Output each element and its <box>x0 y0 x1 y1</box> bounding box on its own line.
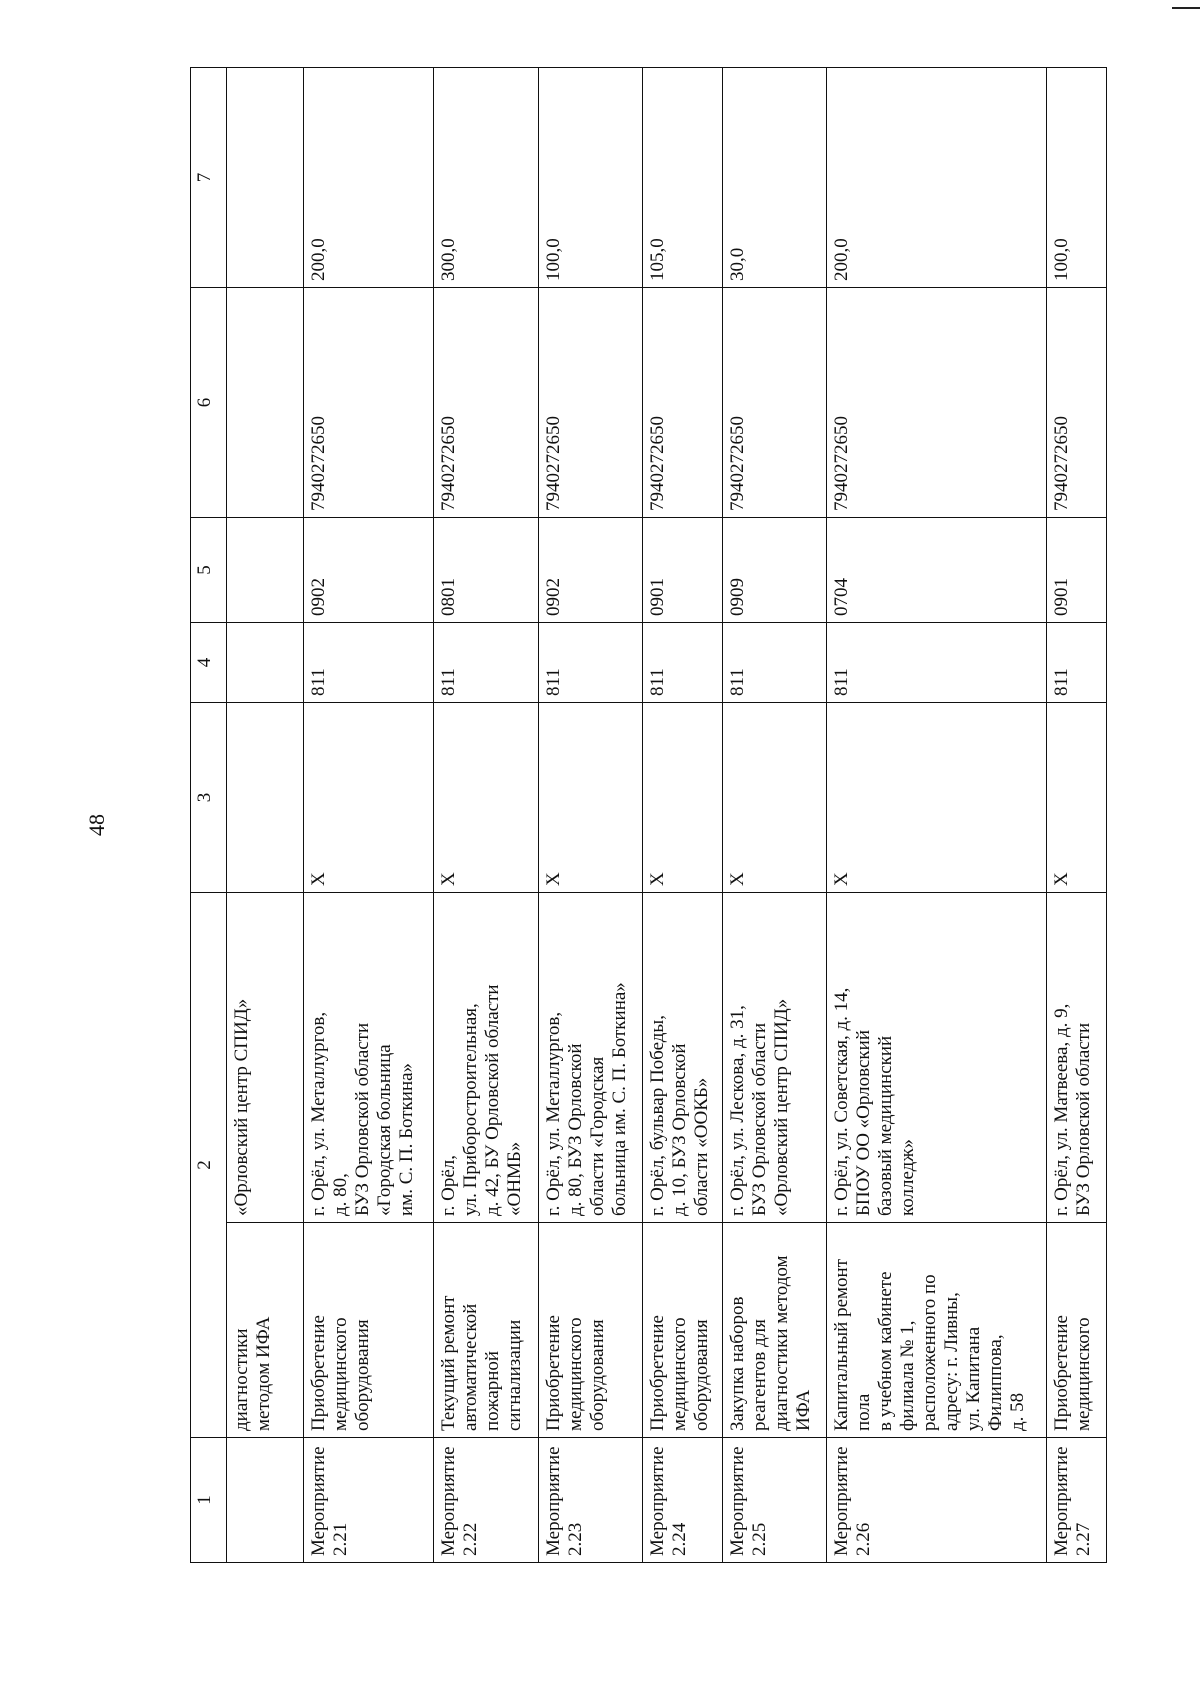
amount-cell <box>722 68 826 288</box>
table-row <box>538 68 642 1563</box>
description-text: Закупка наборов реагентов для диагностики методом ИФА <box>726 1255 814 1431</box>
event-cell <box>827 1438 1047 1563</box>
description-cell <box>722 1223 826 1438</box>
code-cell <box>722 288 826 518</box>
address-cell <box>434 893 538 1223</box>
address-text: г. Орёл, ул. Советская, д. 14, БПОУ ОО «Орловский базовый медицинский колледж» <box>831 987 919 1216</box>
amount-cell <box>303 68 434 288</box>
mark-cell <box>827 703 1047 893</box>
mark-cell <box>643 703 723 893</box>
address-text: г. Орёл, ул. Металлургов, д. 80, БУЗ Орловской области «Городская больница им. С. П. Боткина» <box>307 1011 417 1216</box>
amount-text: 100,0 <box>542 238 564 281</box>
event-text: Мероприятие 2.23 <box>542 1446 586 1556</box>
description-cell <box>227 1223 304 1438</box>
mark-text: X <box>542 872 564 886</box>
code-cell <box>303 518 434 623</box>
code-cell <box>303 288 434 518</box>
amount-text: 300,0 <box>438 238 460 281</box>
code6-text: 7940272650 <box>1051 416 1073 511</box>
address-cell <box>643 893 723 1223</box>
table-row <box>227 68 304 1563</box>
address-cell <box>227 893 304 1223</box>
code6-text: 7940272650 <box>647 416 669 511</box>
description-cell <box>303 1223 434 1438</box>
event-text: Мероприятие 2.21 <box>307 1446 351 1556</box>
address-text: г. Орёл, ул. Металлургов, д. 80, БУЗ Орловской области «Городская больница им. С. П. Боткина» <box>542 982 630 1216</box>
event-cell <box>434 1438 538 1563</box>
column-header-3: 3 <box>191 703 227 893</box>
column-header-7: 7 <box>191 68 227 288</box>
table-row <box>303 68 434 1563</box>
table-row <box>722 68 826 1563</box>
amount-text: 100,0 <box>1051 238 1073 281</box>
amount-text: 105,0 <box>647 238 669 281</box>
amount-text: 200,0 <box>831 238 853 281</box>
code-cell <box>538 288 642 518</box>
description-text: Текущий ремонт автоматической пожарной сигнализации <box>438 1295 526 1431</box>
column-header-6: 6 <box>191 288 227 518</box>
code-cell <box>434 288 538 518</box>
header-row <box>191 68 227 1563</box>
code-cell <box>434 623 538 703</box>
address-text: г. Орёл, ул. Лескова, д. 31, БУЗ Орловской области «Орловский центр СПИД» <box>726 998 792 1216</box>
description-cell <box>434 1223 538 1438</box>
code4-text: 811 <box>542 668 564 696</box>
mark-cell <box>303 703 434 893</box>
code-cell <box>722 623 826 703</box>
description-cell <box>1047 1223 1107 1438</box>
description-text: диагностики методом ИФА <box>231 1316 274 1431</box>
code5-text: 0902 <box>307 578 329 616</box>
mark-text: X <box>647 872 669 886</box>
description-text: Приобретение медицинского <box>1051 1315 1095 1431</box>
code-cell <box>227 518 304 623</box>
address-cell <box>827 893 1047 1223</box>
address-cell <box>722 893 826 1223</box>
address-text: «Орловский центр СПИД» <box>231 998 252 1216</box>
code-cell <box>1047 288 1107 518</box>
code-cell <box>538 623 642 703</box>
code4-text: 811 <box>307 668 329 696</box>
code6-text: 7940272650 <box>831 416 853 511</box>
code4-text: 811 <box>831 668 853 696</box>
code-cell <box>227 623 304 703</box>
table-row <box>827 68 1047 1563</box>
description-text: Приобретение медицинского оборудования <box>647 1315 713 1431</box>
event-cell <box>227 1438 304 1563</box>
event-cell <box>1047 1438 1107 1563</box>
code-cell <box>643 623 723 703</box>
address-text: г. Орёл, ул. Приборостроительная, д. 42, БУ Орловской области «ОНМБ» <box>438 984 526 1216</box>
code5-text: 0902 <box>542 578 564 616</box>
code5-text: 0801 <box>438 578 460 616</box>
amount-text: 30,0 <box>726 247 748 281</box>
column-header-1: 1 <box>191 1438 227 1563</box>
code-cell <box>643 518 723 623</box>
mark-cell <box>1047 703 1107 893</box>
amount-cell <box>227 68 304 288</box>
event-cell <box>643 1438 723 1563</box>
address-cell <box>303 893 434 1223</box>
mark-cell <box>722 703 826 893</box>
address-cell <box>538 893 642 1223</box>
description-cell <box>827 1223 1047 1438</box>
column-header-4: 4 <box>191 623 227 703</box>
code-cell <box>434 518 538 623</box>
code-cell <box>827 623 1047 703</box>
mark-text: X <box>307 872 329 886</box>
code4-text: 811 <box>1051 668 1073 696</box>
amount-cell <box>643 68 723 288</box>
code6-text: 7940272650 <box>438 416 460 511</box>
event-text: Мероприятие 2.26 <box>831 1446 875 1556</box>
code5-text: 0704 <box>831 578 853 616</box>
code-cell <box>227 288 304 518</box>
mark-cell <box>227 703 304 893</box>
code6-text: 7940272650 <box>542 416 564 511</box>
column-header-2: 2 <box>191 893 227 1438</box>
code-cell <box>827 288 1047 518</box>
code4-text: 811 <box>726 668 748 696</box>
event-cell <box>722 1438 826 1563</box>
code-cell <box>827 518 1047 623</box>
code4-text: 811 <box>438 668 460 696</box>
code-cell <box>1047 518 1107 623</box>
amount-text: 200,0 <box>307 238 329 281</box>
address-text: г. Орёл, бульвар Победы, д. 10, БУЗ Орловской области «ООКБ» <box>647 1015 713 1216</box>
amount-cell <box>827 68 1047 288</box>
event-cell <box>303 1438 434 1563</box>
event-text: Мероприятие 2.25 <box>726 1446 770 1556</box>
address-text: г. Орёл, ул. Матвеева, д. 9, БУЗ Орловской области <box>1051 1003 1095 1216</box>
amount-cell <box>1047 68 1107 288</box>
code5-text: 0901 <box>1051 578 1073 616</box>
budget-table <box>190 67 1107 1563</box>
address-cell <box>1047 893 1107 1223</box>
code5-text: 0901 <box>647 578 669 616</box>
code-cell <box>303 623 434 703</box>
rotated-table-container <box>190 68 1107 1563</box>
description-text: Капитальный ремонт пола в учебном кабинете филиала № 1, расположенного по адресу: г. Ливны, ул. Капитана Филиппова, д. 58 <box>831 1258 1029 1431</box>
code4-text: 811 <box>647 668 669 696</box>
code6-text: 7940272650 <box>726 416 748 511</box>
description-text: Приобретение медицинского оборудования <box>307 1315 373 1431</box>
event-text: Мероприятие 2.27 <box>1051 1446 1095 1556</box>
mark-text: X <box>831 872 853 886</box>
mark-cell <box>434 703 538 893</box>
mark-text: X <box>1051 872 1073 886</box>
event-text: Мероприятие 2.24 <box>647 1446 691 1556</box>
page-number: 48 <box>84 814 109 836</box>
mark-text: X <box>438 872 460 886</box>
table-row <box>1047 68 1107 1563</box>
mark-cell <box>538 703 642 893</box>
event-cell <box>538 1438 642 1563</box>
event-text: Мероприятие 2.22 <box>438 1446 482 1556</box>
table-row <box>434 68 538 1563</box>
amount-cell <box>434 68 538 288</box>
mark-text: X <box>726 872 748 886</box>
description-cell <box>643 1223 723 1438</box>
description-cell <box>538 1223 642 1438</box>
table-row <box>643 68 723 1563</box>
amount-cell <box>538 68 642 288</box>
description-text: Приобретение медицинского оборудования <box>542 1315 608 1431</box>
column-header-5: 5 <box>191 518 227 623</box>
code-cell <box>722 518 826 623</box>
scan-mark <box>1172 7 1200 9</box>
code-cell <box>538 518 642 623</box>
code-cell <box>643 288 723 518</box>
code5-text: 0909 <box>726 578 748 616</box>
code6-text: 7940272650 <box>307 416 329 511</box>
code-cell <box>1047 623 1107 703</box>
